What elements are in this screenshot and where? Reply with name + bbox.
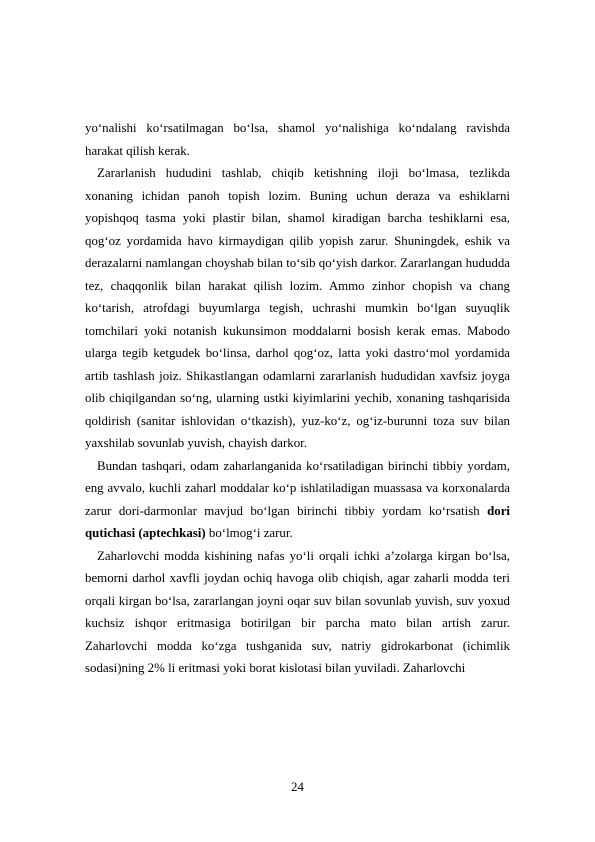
paragraph-3-text-after: bo‘lmog‘i zarur. — [205, 526, 293, 540]
paragraph-2: Zararlanish hududini tashlab, chiqib ketishning iloji bo‘lmasa, tezlikda xonaning ichidan panoh topish lozim. Buning uchun deraza va eshiklarni yopishqoq tasma yoki plastir bilan, shamol kiradigan barcha teshiklarni esa, qog‘oz yordamida havo kirmaydigan qilib yopish zarur. Shuningdek, eshik va derazalarni namlangan choyshab bilan to‘sib qo‘yish darkor. Zararlangan hududda tez, chaqqonlik bilan harakat qilish lozim. Ammo zinhor chopish va chang ko‘tarish, atrofdagi buyumlarga tegish, uchrashi mumkin bo‘lgan suyuqlik tomchilari yoki notanish kukunsimon moddalarni bosish kerak emas. Mabodo ularga tegib ketgudek bo‘linsa, darhol qog‘oz, latta yoki dastro‘mol yordamida artib tashlash joiz. Shikastlangan odamlarni zararlanish hududidan xavfsiz joyga olib chiqilgandan so‘ng, ularning ustki kiyimlarini yechib, xonaning tashqarisida qoldirish (sanitar ishlovidan o‘tkazish), yuz-ko‘z, og‘iz-burunni toza suv bilan yaxshilab sovunlab yuvish, chayish darkor. — [85, 166, 510, 450]
paragraph-3-text-before: Bundan tashqari, odam zaharlanganida ko‘rsatiladigan birinchi tibbiy yordam, eng avvalo, kuchli zaharl moddalar ko‘p ishlatiladigan muassasa va korxonalarda zarur dori-darmonlar mavjud bo‘lgan birinchi tibbiy yordam ko‘rsatish — [85, 458, 510, 518]
paragraph-4: Zaharlovchi modda kishining nafas yo‘li orqali ichki a’zolarga kirgan bo‘lsa, bemorni darhol xavfli joydan ochiq havoga olib chiqish, agar zaharli modda teri orqali kirgan bo‘lsa, zararlangan joyni oqar suv bilan sovunlab yuvish, suv yoxud kuchsiz ishqor eritmasiga botirilgan bir parcha mato bilan artish zarur. Zaharlovchi modda ko‘zga tushganida suv, natriy gidrokarbonat (ichimlik sodasi)ning 2% li eritmasi yoki borat kislotasi bilan yuviladi. Zaharlovchi — [85, 548, 510, 675]
paragraph-1: yo‘nalishi ko‘rsatilmagan bo‘lsa, shamol yo‘nalishiga ko‘ndalang ravishda harakat qilish kerak. — [85, 121, 510, 158]
paragraph-3 — [85, 455, 510, 545]
paragraph-3-bold-term: dori qutichasi (aptechkasi) — [85, 503, 510, 540]
page-number: 24 — [291, 780, 304, 794]
body-text — [85, 117, 510, 680]
